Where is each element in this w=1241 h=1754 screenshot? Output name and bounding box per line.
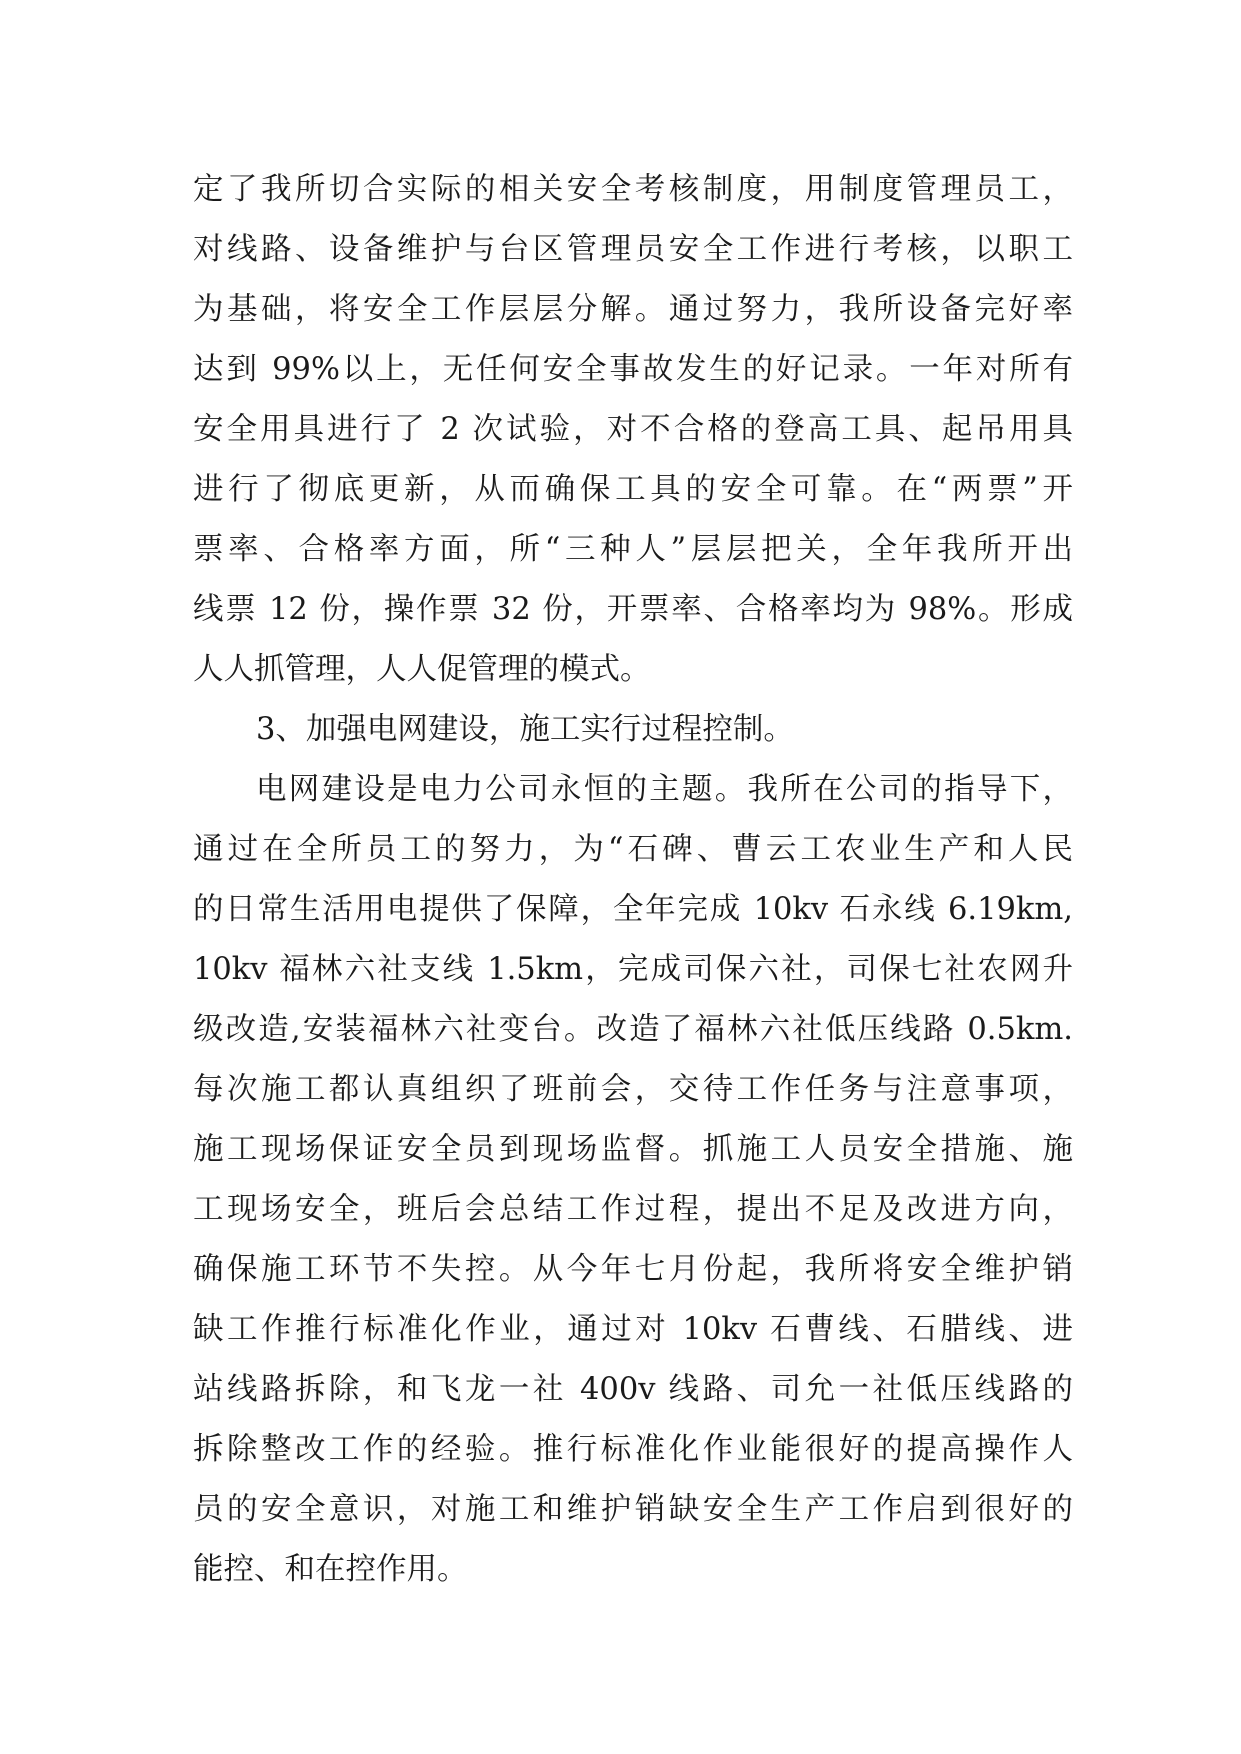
paragraph-1-line: 线票 12 份，操作票 32 份，开票率、合格率均为 98%。形成 — [193, 592, 1073, 627]
paragraph-1-line: 达到 99%以上，无任何安全事故发生的好记录。一年对所有 — [193, 352, 1073, 387]
paragraph-1-line: 票率、合格率方面，所“三种人”层层把关，全年我所开出 — [193, 532, 1073, 567]
paragraph-2-line: 通过在全所员工的努力，为“石碑、曹云工农业生产和人民 — [193, 832, 1073, 867]
paragraph-2-line: 级改造,安装福林六社变台。改造了福林六社低压线路 0.5km. — [193, 1012, 1073, 1047]
paragraph-1-line: 定了我所切合实际的相关安全考核制度，用制度管理员工， — [193, 172, 1073, 207]
paragraph-2-line: 能控、和在控作用。 — [193, 1552, 468, 1587]
paragraph-1-line: 对线路、设备维护与台区管理员安全工作进行考核，以职工 — [193, 232, 1073, 267]
paragraph-2-line: 站线路拆除，和飞龙一社 400v 线路、司允一社低压线路的 — [193, 1372, 1073, 1407]
paragraph-1-line: 人人抓管理，人人促管理的模式。 — [193, 652, 651, 687]
paragraph-2-line: 缺工作推行标准化作业，通过对 10kv 石曹线、石腊线、进 — [193, 1312, 1073, 1347]
paragraph-2-line: 拆除整改工作的经验。推行标准化作业能很好的提高操作人 — [193, 1432, 1073, 1467]
paragraph-2-line: 每次施工都认真组织了班前会，交待工作任务与注意事项， — [193, 1072, 1073, 1107]
paragraph-2-line: 工现场安全，班后会总结工作过程，提出不足及改进方向， — [193, 1192, 1073, 1227]
paragraph-2-line: 的日常生活用电提供了保障，全年完成 10kv 石永线 6.19km, — [193, 892, 1073, 927]
paragraph-2-line: 电网建设是电力公司永恒的主题。我所在公司的指导下， — [256, 772, 1073, 807]
paragraph-2-line: 施工现场保证安全员到现场监督。抓施工人员安全措施、施 — [193, 1132, 1073, 1167]
paragraph-2-line: 10kv 福林六社支线 1.5km，完成司保六社，司保七社农网升 — [193, 952, 1073, 987]
paragraph-2-line: 确保施工环节不失控。从今年七月份起，我所将安全维护销 — [193, 1252, 1073, 1287]
paragraph-1-line: 进行了彻底更新，从而确保工具的安全可靠。在“两票”开 — [193, 472, 1073, 507]
paragraph-2-line: 员的安全意识，对施工和维护销缺安全生产工作启到很好的 — [193, 1492, 1073, 1527]
section-heading: 3、加强电网建设，施工实行过程控制。 — [256, 712, 794, 747]
paragraph-1-line: 为基础，将安全工作层层分解。通过努力，我所设备完好率 — [193, 292, 1073, 327]
paragraph-1-line: 安全用具进行了 2 次试验，对不合格的登高工具、起吊用具 — [193, 412, 1073, 447]
